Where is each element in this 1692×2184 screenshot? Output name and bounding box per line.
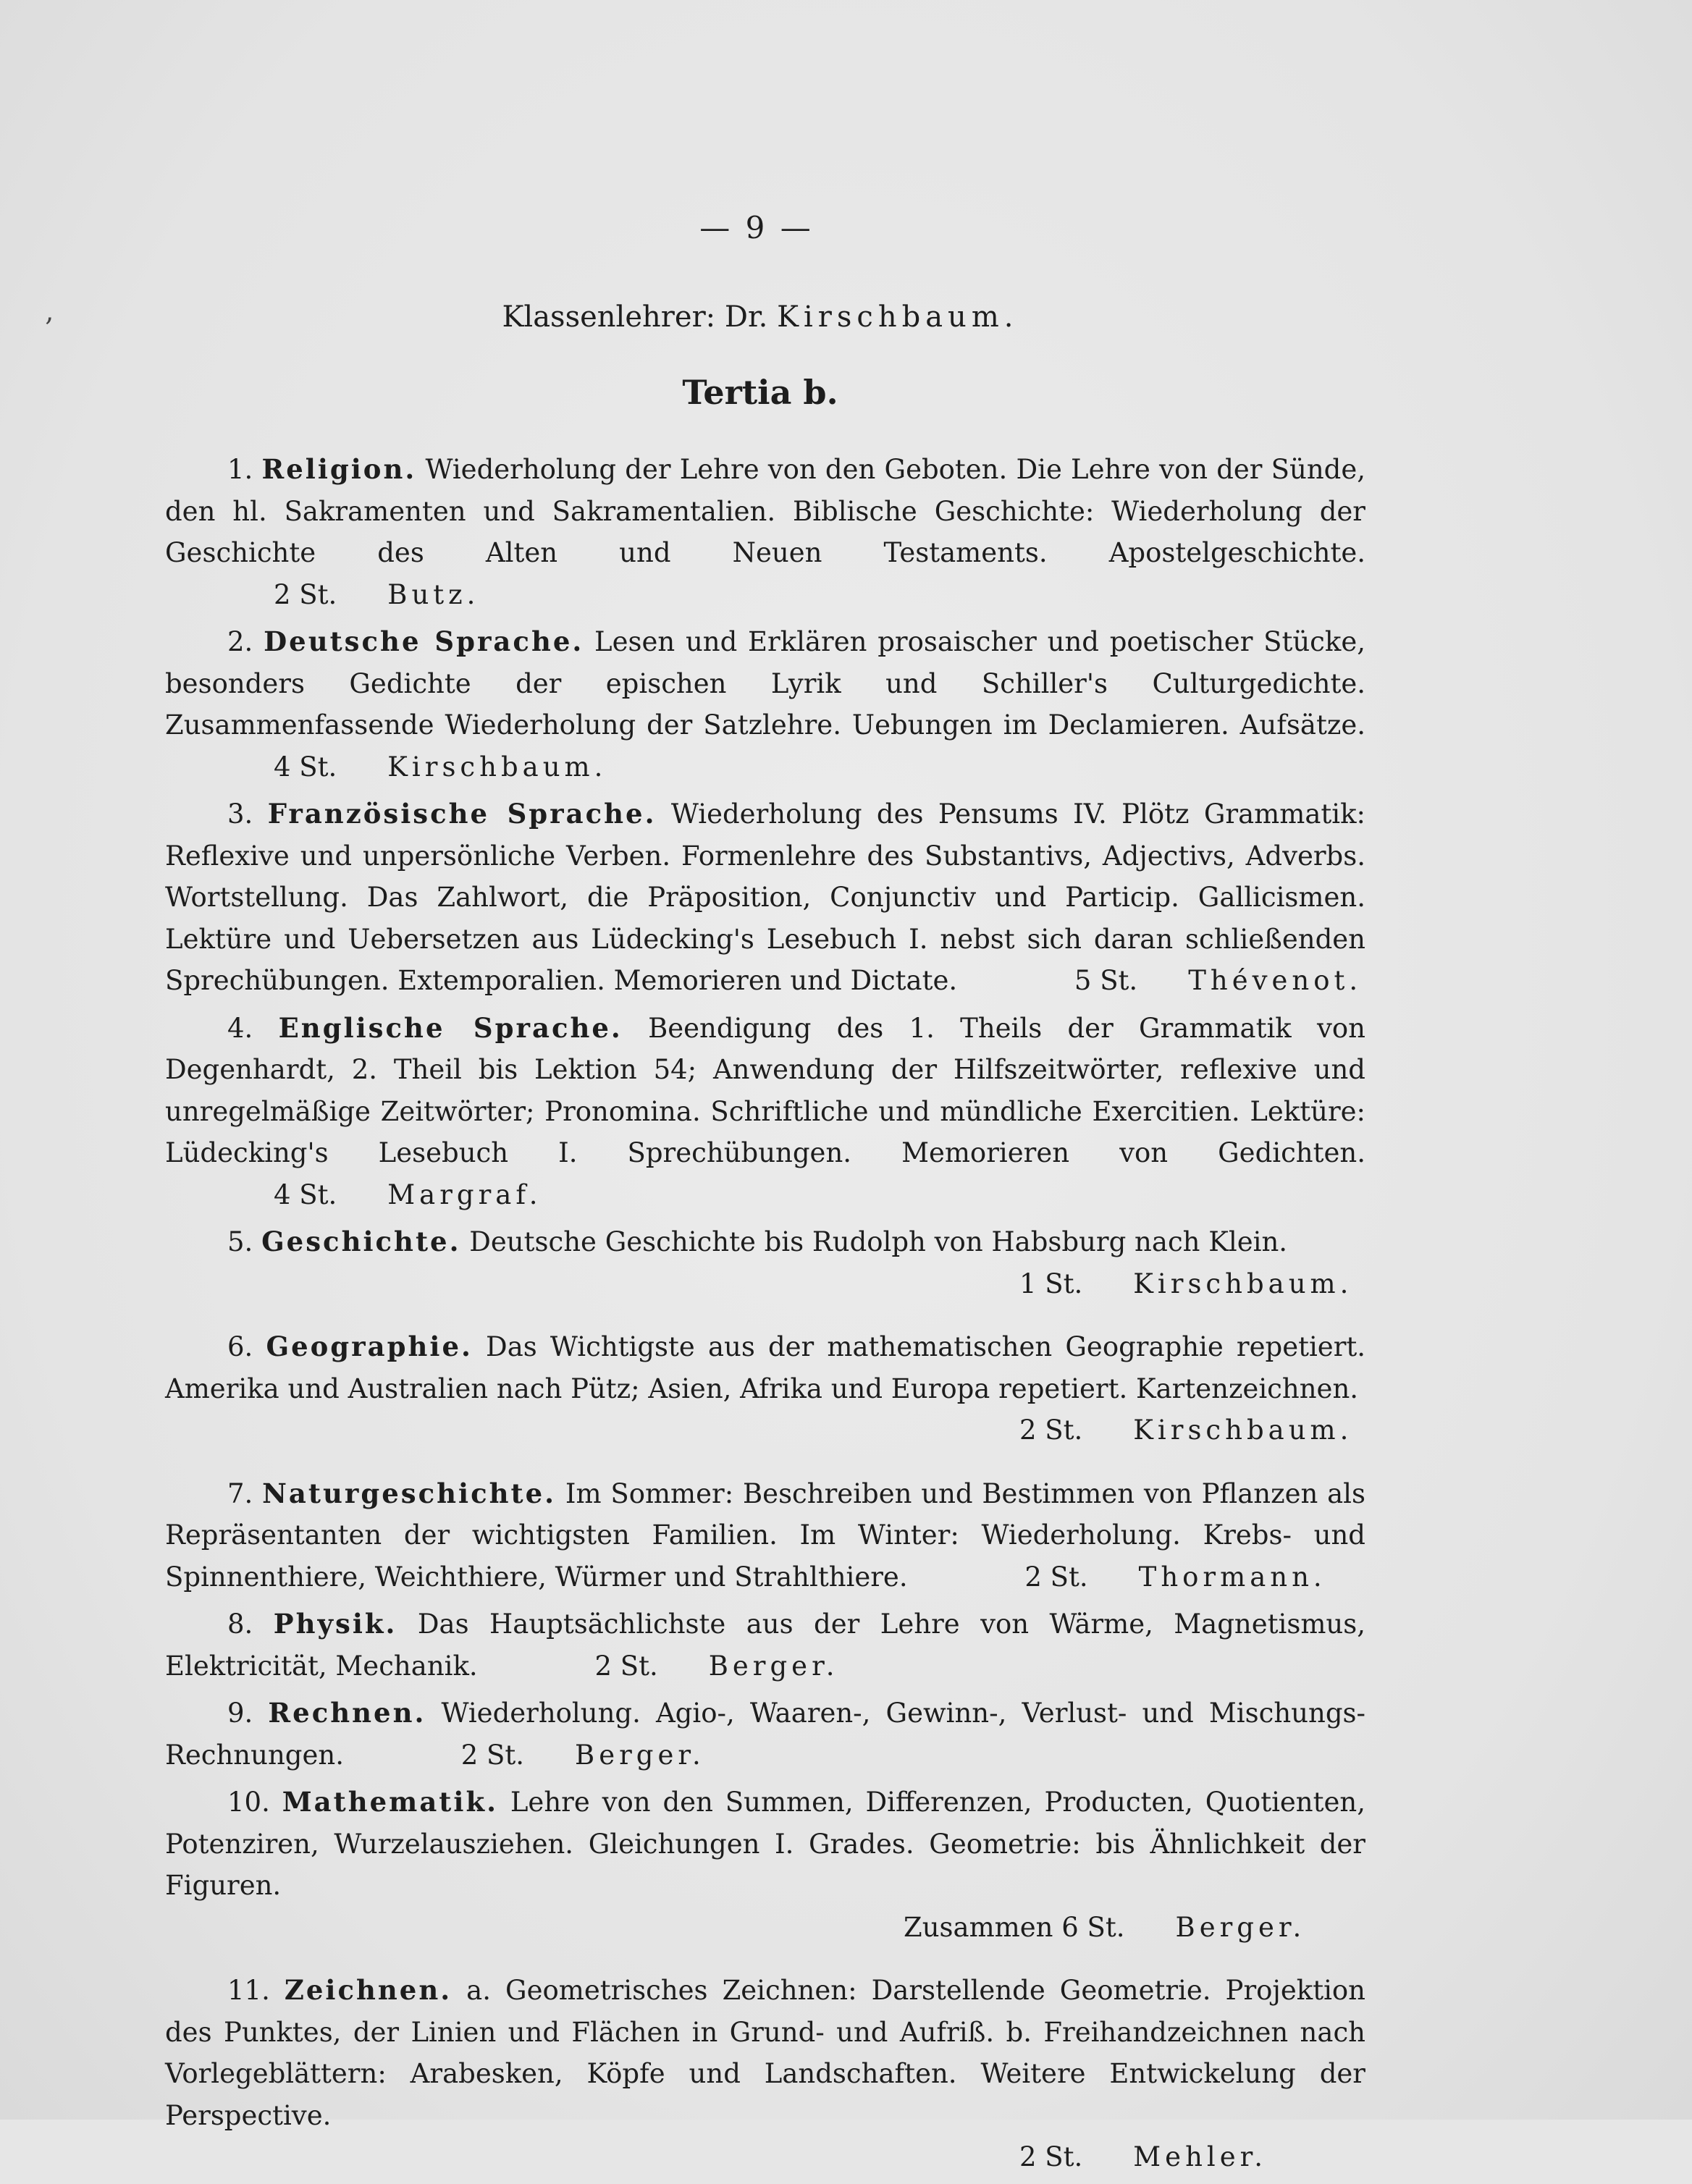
section-text: Das Hauptsächlichste aus der Lehre von Wärme, Magnetismus, Elektricität, Mechanik. (165, 1609, 1366, 1682)
section-credit (165, 579, 479, 610)
section-heading: Geographie. (266, 1331, 473, 1362)
section-teacher: Thévenot. (1188, 965, 1363, 996)
section-number: 7. (227, 1477, 253, 1509)
spacer (165, 1457, 1365, 1473)
section-credit (353, 1740, 705, 1771)
section-text: Beendigung des 1. Theils der Grammatik von Degenhardt, 2. Theil bis Lektion 54; Anwendung der Hilfszeitwörter, reflexive und unregelmäßige Zeitwörter; Pronomina. Schriftliche und mündliche Exercitien. Lektüre: Lüdecking's Lesebuch I. Sprechübungen. Memorieren von Gedichten. (165, 1012, 1365, 1168)
section-number: 4. (227, 1012, 253, 1044)
section-credit (486, 1650, 838, 1682)
section-heading: Religion. (261, 453, 417, 485)
section-hours: Zusammen 6 St. (904, 1911, 1125, 1943)
section-number: 9. (227, 1698, 253, 1729)
section-hours: 4 St. (274, 751, 337, 783)
class-teacher-label: Klassenlehrer: Dr. (502, 300, 768, 334)
section-heading: Geschichte. (261, 1226, 461, 1257)
section-number: 6. (227, 1331, 253, 1362)
section-hours: 2 St. (1024, 1561, 1088, 1593)
section-hours: 2 St. (1019, 2141, 1083, 2172)
section-number: 2. (227, 626, 253, 657)
section-teacher: Kirschbaum. (387, 751, 607, 783)
section-hours: 2 St. (1019, 1414, 1083, 1446)
section-teacher: Mehler. (1133, 2141, 1268, 2172)
section-credit (165, 751, 607, 783)
section-franzoesische-sprache (165, 793, 1365, 1002)
section-hours: 2 St. (460, 1739, 525, 1771)
class-teacher-name: Kirschbaum. (777, 300, 1019, 334)
section-heading: Zeichnen. (284, 1974, 453, 2006)
section-number: 1. (227, 454, 253, 485)
spacer (165, 1310, 1365, 1326)
section-credit (165, 1179, 542, 1210)
section-number: 10. (227, 1787, 270, 1818)
section-text: Wiederholung der Lehre von den Geboten. Die Lehre von der Sünde, den hl. Sakramenten und Sakramentalien. Biblische Geschichte: Wiederholung der Geschichte des Alten und Neuen Testaments. Apostelgeschichte. (165, 454, 1366, 568)
section-geographie (165, 1326, 1365, 1451)
section-teacher: Berger. (708, 1650, 839, 1682)
section-zeichnen (165, 1970, 1365, 2178)
section-heading: Mathematik. (282, 1786, 498, 1818)
section-text: Lesen und Erklären prosaischer und poetischer Stücke, besonders Gedichte der epischen Lyrik und Schiller's Culturgedichte. Zusammenfassende Wiederholung der Satzlehre. Uebungen im Declamieren. Aufsätze. (165, 626, 1365, 741)
section-text: Wiederholung. Agio-, Waaren-, Gewinn-, Verlust- und Mischungs-Rechnungen. (165, 1698, 1366, 1771)
curriculum-sections (165, 449, 1365, 2184)
section-hours: 1 St. (1019, 1268, 1083, 1299)
section-teacher: Kirschbaum. (1133, 1268, 1353, 1299)
page-number: — 9 — (699, 210, 814, 245)
section-text: Das Wichtigste aus der mathematischen Geographie repetiert. Amerika und Australien nach Pütz; Asien, Afrika und Europa repetiert. Kartenzeichnen. (165, 1331, 1366, 1404)
section-text: Im Sommer: Beschreiben und Bestimmen von Pflanzen als Repräsentanten der wichtigsten Familien. Im Winter: Wiederholung. Krebs- und Spinnenthiere, Weichthiere, Würmer und Strahlthiere. (165, 1477, 1365, 1593)
section-hours: 4 St. (274, 1179, 337, 1210)
section-credit (165, 2136, 1365, 2178)
section-credit (165, 1263, 1365, 1305)
class-teacher-line (0, 300, 1520, 334)
section-heading: Englische Sprache. (278, 1011, 623, 1044)
section-heading: Physik. (273, 1608, 397, 1640)
section-heading: Französische Sprache. (267, 798, 657, 830)
section-text: a. Geometrisches Zeichnen: Darstellende Geometrie. Projektion des Punktes, der Linien und Flächen in Grund- und Aufriß. b. Freihandzeichnen nach Vorlegeblättern: Arabesken, Köpfe und Landschaften. Weitere Entwickelung der Perspective. (165, 1975, 1366, 2131)
section-hours: 2 St. (594, 1650, 658, 1682)
section-credit (916, 1561, 1326, 1593)
section-text: Deutsche Geschichte bis Rudolph von Habsburg nach Klein. (469, 1226, 1288, 1257)
section-heading: Rechnen. (268, 1697, 426, 1729)
section-number: 8. (227, 1609, 253, 1640)
margin-mark: ‚ (45, 295, 54, 327)
section-credit (165, 1409, 1365, 1451)
section-heading: Naturgeschichte. (262, 1477, 557, 1509)
spacer (165, 1954, 1365, 1970)
section-mathematik (165, 1782, 1365, 1948)
section-teacher: Margraf. (387, 1179, 542, 1210)
section-englische-sprache (165, 1008, 1365, 1216)
section-geschichte (165, 1221, 1365, 1304)
section-rechnen (165, 1692, 1365, 1776)
section-number: 3. (227, 798, 253, 830)
section-credit (165, 1907, 1365, 1949)
section-teacher: Kirschbaum. (1133, 1414, 1353, 1446)
section-text: Lehre von den Summen, Differenzen, Producten, Quotienten, Potenziren, Wurzelausziehen. Gleichungen I. Grades. Geometrie: bis Ähnlichkeit der Figuren. (165, 1787, 1365, 1901)
section-naturgeschichte (165, 1473, 1365, 1598)
section-text: Wiederholung des Pensums IV. Plötz Grammatik: Reflexive und unpersönliche Verben. Formenlehre des Substantivs, Adjectivs, Adverbs. Wortstellung. Das Zahlwort, die Präposition, Conjunctiv und Particip. Gallicismen. Lektüre und Uebersetzen aus Lüdecking's Lesebuch I. nebst sich daran schließenden Sprechübungen. Extemporalien. Memorieren und Dictate. (165, 798, 1365, 996)
section-hours: 5 St. (1074, 965, 1138, 996)
section-number: 5. (227, 1226, 253, 1257)
section-heading: Deutsche Sprache. (264, 625, 584, 657)
section-number: 11. (227, 1975, 270, 2006)
section-deutsche-sprache (165, 621, 1365, 788)
section-teacher: Thormann. (1138, 1561, 1326, 1593)
section-hours: 2 St. (274, 578, 337, 610)
section-religion (165, 449, 1365, 615)
section-teacher: Berger. (575, 1739, 705, 1771)
section-credit (966, 965, 1362, 996)
section-teacher: Berger. (1175, 1911, 1306, 1943)
section-physik (165, 1603, 1365, 1687)
section-teacher: Butz. (387, 578, 480, 610)
class-title: Tertia b. (682, 373, 838, 412)
